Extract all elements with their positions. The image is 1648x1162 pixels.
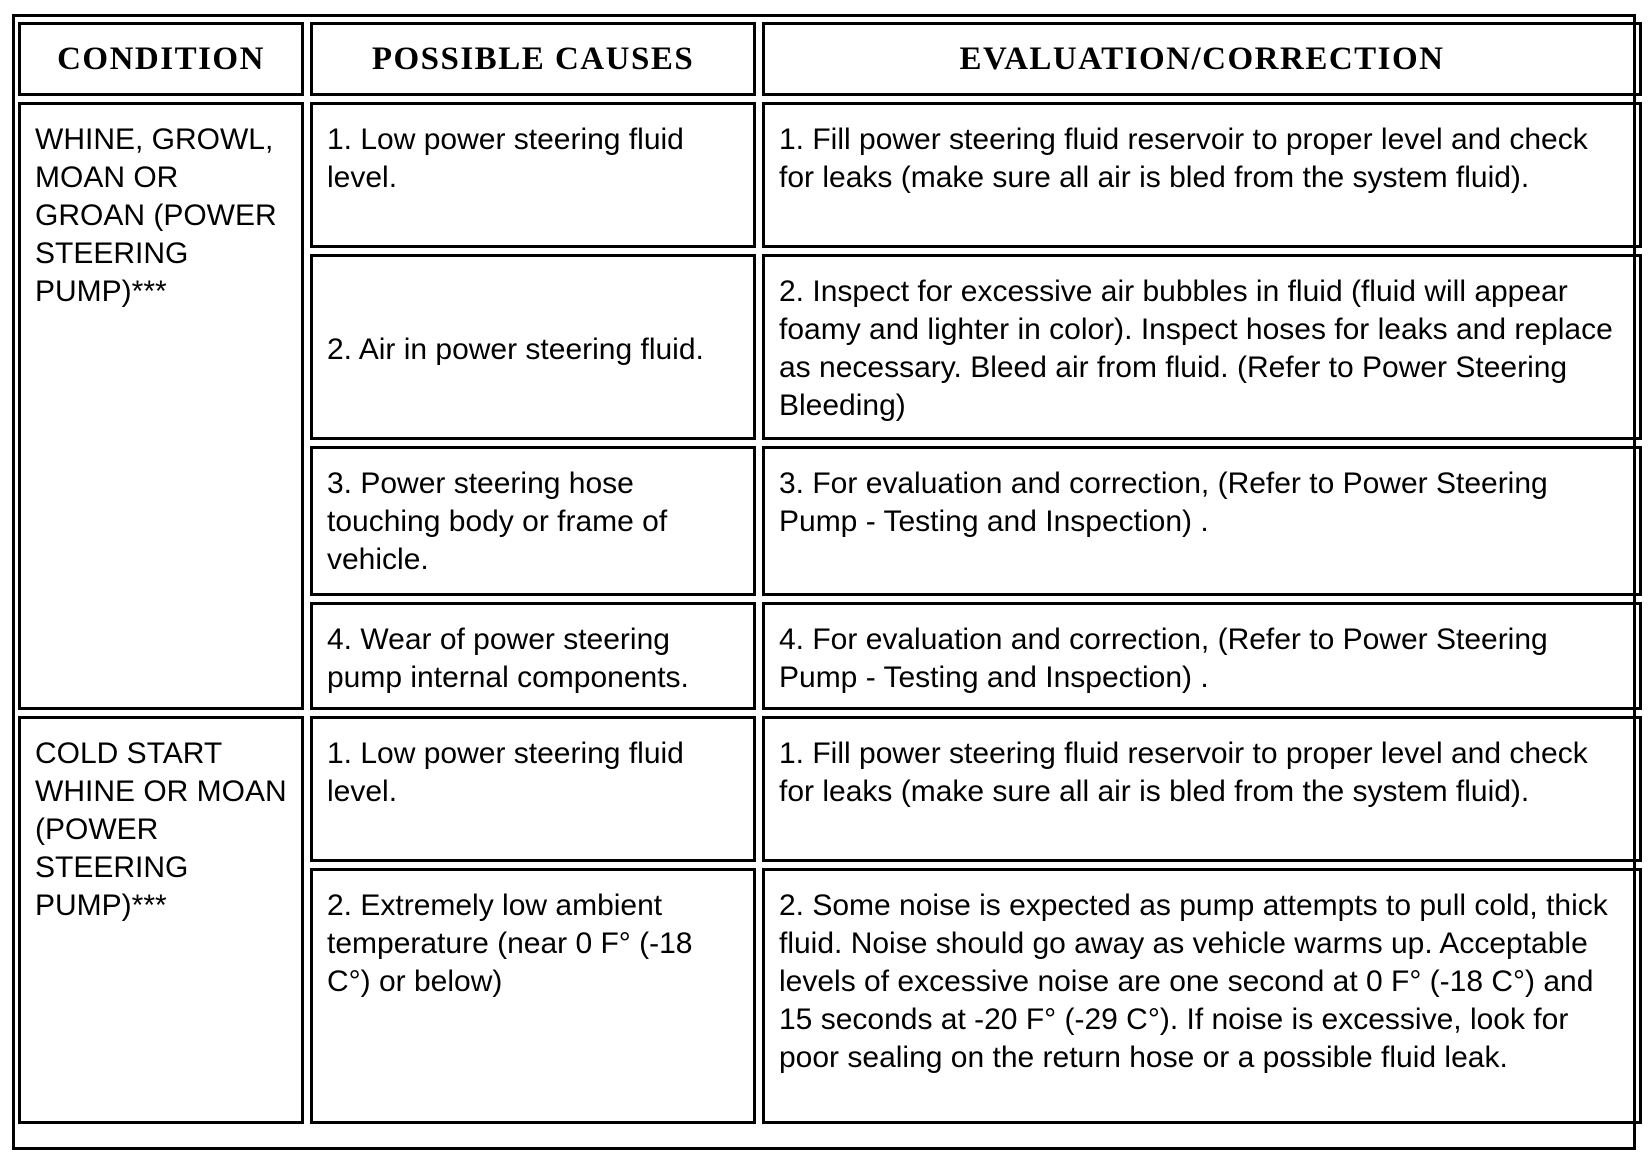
table-row (18, 102, 1642, 248)
cause-cell: 2. Air in power steering fluid. (310, 254, 756, 440)
diagnosis-table (12, 16, 1648, 1130)
cause-cell: 1. Low power steering fluid level. (310, 716, 756, 862)
header-evaluation-correction: EVALUATION/CORRECTION (762, 22, 1642, 96)
cause-cell: 4. Wear of power steering pump internal components. (310, 602, 756, 710)
condition-cell: WHINE, GROWL, MOAN OR GROAN (POWER STEERING PUMP)*** (18, 102, 304, 710)
header-condition: CONDITION (18, 22, 304, 96)
correction-cell: 2. Inspect for excessive air bubbles in fluid (fluid will appear foamy and lighter in color). Inspect hoses for leaks and replace as necessary. Bleed air from fluid. (Refer to Power Steering Bleeding) (762, 254, 1642, 440)
header-possible-causes: POSSIBLE CAUSES (310, 22, 756, 96)
correction-cell: 4. For evaluation and correction, (Refer to Power Steering Pump - Testing and Inspection) . (762, 602, 1642, 710)
condition-cell: COLD START WHINE OR MOAN (POWER STEERING PUMP)*** (18, 716, 304, 1124)
cause-cell: 3. Power steering hose touching body or frame of vehicle. (310, 446, 756, 596)
cause-cell: 2. Extremely low ambient temperature (near 0 F° (-18 C°) or below) (310, 868, 756, 1124)
correction-cell: 2. Some noise is expected as pump attempts to pull cold, thick fluid. Noise should go away as vehicle warms up. Acceptable levels of excessive noise are one second at 0 F° (-18 C°) and 15 seconds at -20 F° (-29 C°). If noise is excessive, look for poor sealing on the return hose or a possible fluid leak. (762, 868, 1642, 1124)
cause-cell: 1. Low power steering fluid level. (310, 102, 756, 248)
correction-cell: 1. Fill power steering fluid reservoir to proper level and check for leaks (make sure all air is bled from the system fluid). (762, 102, 1642, 248)
table-row (18, 716, 1642, 862)
correction-cell: 3. For evaluation and correction, (Refer to Power Steering Pump - Testing and Inspection) . (762, 446, 1642, 596)
correction-cell: 1. Fill power steering fluid reservoir to proper level and check for leaks (make sure all air is bled from the system fluid). (762, 716, 1642, 862)
header-row (18, 22, 1642, 96)
